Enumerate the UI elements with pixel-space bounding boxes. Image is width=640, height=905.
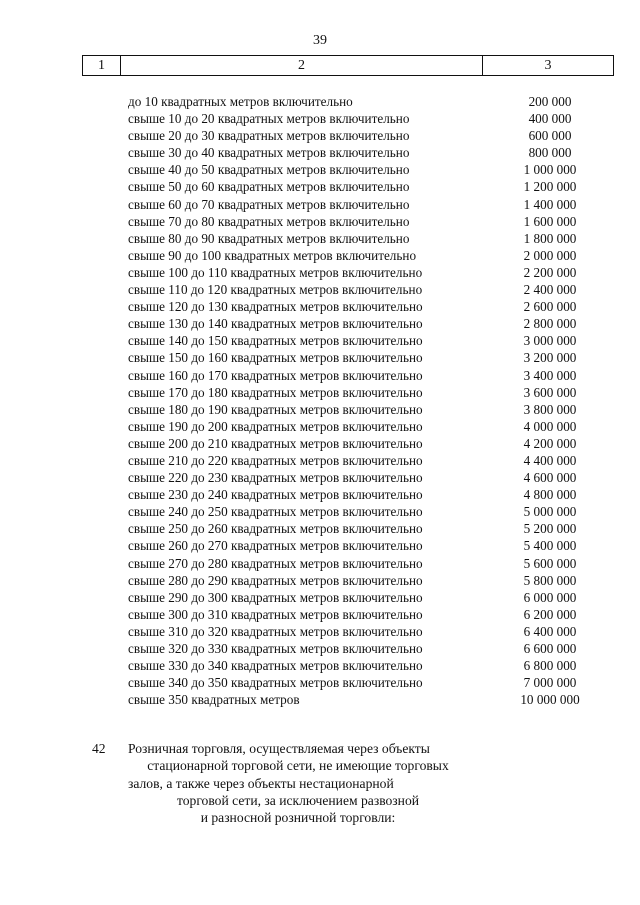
table-row	[0, 691, 640, 708]
table-row	[0, 384, 640, 401]
row-amount: 5 000 000	[523, 504, 577, 520]
item-text-line: торговой сети, за исключением развозной	[176, 792, 420, 808]
table-row	[0, 93, 640, 110]
item-number: 42	[92, 741, 106, 756]
row-amount: 6 400 000	[523, 623, 577, 639]
row-description: свыше 280 до 290 квадратных метров включительно	[128, 572, 423, 588]
row-description: свыше 100 до 110 квадратных метров включительно	[128, 264, 423, 280]
row-description: свыше 190 до 200 квадратных метров включительно	[128, 418, 423, 434]
table-row	[0, 520, 640, 537]
table-row	[0, 657, 640, 674]
row-description: свыше 270 до 280 квадратных метров включительно	[128, 555, 423, 571]
table-header-col-2: 2	[120, 56, 482, 75]
table-row	[0, 452, 640, 469]
table-row	[0, 435, 640, 452]
row-amount: 4 800 000	[523, 487, 577, 503]
row-amount: 2 000 000	[523, 247, 577, 263]
row-amount: 4 000 000	[523, 418, 577, 434]
table-row	[0, 110, 640, 127]
row-description: свыше 50 до 60 квадратных метров включительно	[128, 179, 410, 195]
table-row	[0, 247, 640, 264]
table-row	[0, 401, 640, 418]
row-amount: 3 400 000	[523, 367, 577, 383]
row-description: свыше 130 до 140 квадратных метров включительно	[128, 316, 423, 332]
row-amount: 4 200 000	[523, 435, 577, 451]
rate-table	[0, 93, 640, 708]
table-row	[0, 196, 640, 213]
table-row	[0, 315, 640, 332]
row-amount: 3 600 000	[523, 384, 577, 400]
row-amount: 3 800 000	[523, 401, 577, 417]
row-description: свыше 230 до 240 квадратных метров включительно	[128, 487, 423, 503]
table-header-row	[82, 55, 614, 76]
row-amount: 6 200 000	[523, 606, 577, 622]
row-amount: 4 600 000	[523, 470, 577, 486]
row-amount: 4 400 000	[523, 452, 577, 468]
row-amount: 2 400 000	[523, 282, 577, 298]
table-row	[0, 537, 640, 554]
row-description: свыше 60 до 70 квадратных метров включительно	[128, 196, 410, 212]
row-amount: 1 400 000	[523, 196, 577, 212]
table-row	[0, 230, 640, 247]
row-amount: 1 600 000	[523, 213, 577, 229]
row-description: свыше 340 до 350 квадратных метров включительно	[128, 675, 423, 691]
row-amount: 10 000 000	[520, 692, 580, 708]
row-amount: 3 000 000	[523, 333, 577, 349]
row-description: свыше 150 до 160 квадратных метров включительно	[128, 350, 423, 366]
table-row	[0, 674, 640, 691]
row-amount: 7 000 000	[523, 675, 577, 691]
table-row	[0, 589, 640, 606]
item-text-line: стационарной торговой сети, не имеющие торговых	[147, 758, 449, 774]
table-row	[0, 486, 640, 503]
table-row	[0, 161, 640, 178]
table-row	[0, 281, 640, 298]
row-amount: 6 800 000	[523, 658, 577, 674]
row-amount: 800 000	[528, 145, 572, 161]
table-row	[0, 144, 640, 161]
table-row	[0, 469, 640, 486]
row-description: свыше 70 до 80 квадратных метров включительно	[128, 213, 410, 229]
row-description: свыше 40 до 50 квадратных метров включительно	[128, 162, 410, 178]
row-amount: 1 000 000	[523, 162, 577, 178]
row-amount: 400 000	[528, 111, 572, 127]
row-description: свыше 250 до 260 квадратных метров включительно	[128, 521, 423, 537]
row-amount: 600 000	[528, 128, 572, 144]
row-amount: 5 200 000	[523, 521, 577, 537]
row-description: свыше 240 до 250 квадратных метров включительно	[128, 504, 423, 520]
item-text-line: Розничная торговля, осуществляемая через объекты	[128, 741, 430, 756]
row-description: свыше 300 до 310 квадратных метров включительно	[128, 606, 423, 622]
row-description: свыше 30 до 40 квадратных метров включительно	[128, 145, 410, 161]
table-row	[0, 332, 640, 349]
row-amount: 2 200 000	[523, 264, 577, 280]
row-description: свыше 200 до 210 квадратных метров включительно	[128, 435, 423, 451]
item-text-line: и разносной розничной торговли:	[200, 810, 396, 826]
row-amount: 5 800 000	[523, 572, 577, 588]
row-description: свыше 160 до 170 квадратных метров включительно	[128, 367, 423, 383]
row-description: свыше 210 до 220 квадратных метров включительно	[128, 452, 423, 468]
row-amount: 2 800 000	[523, 316, 577, 332]
table-row	[0, 555, 640, 572]
row-amount: 200 000	[528, 94, 572, 109]
row-amount: 2 600 000	[523, 299, 577, 315]
row-amount: 5 400 000	[523, 538, 577, 554]
table-row	[0, 503, 640, 520]
row-description: свыше 310 до 320 квадратных метров включительно	[128, 623, 423, 639]
page-number: 39	[313, 33, 327, 48]
row-description: свыше 330 до 340 квадратных метров включительно	[128, 658, 423, 674]
table-row	[0, 178, 640, 195]
row-amount: 1 200 000	[523, 179, 577, 195]
row-description: свыше 20 до 30 квадратных метров включительно	[128, 128, 410, 144]
item-text	[128, 740, 488, 826]
table-row	[0, 367, 640, 384]
row-amount: 5 600 000	[523, 555, 577, 571]
row-amount: 6 000 000	[523, 589, 577, 605]
row-description: свыше 110 до 120 квадратных метров включительно	[128, 282, 423, 298]
row-description: свыше 80 до 90 квадратных метров включительно	[128, 230, 410, 246]
row-description: свыше 170 до 180 квадратных метров включительно	[128, 384, 423, 400]
row-description: свыше 180 до 190 квадратных метров включительно	[128, 401, 423, 417]
table-row	[0, 606, 640, 623]
table-row	[0, 127, 640, 144]
table-header-col-3: 3	[482, 56, 614, 75]
row-description: свыше 320 до 330 квадратных метров включительно	[128, 641, 423, 656]
row-description: свыше 220 до 230 квадратных метров включительно	[128, 470, 423, 486]
row-description: свыше 290 до 300 квадратных метров включительно	[128, 589, 423, 605]
table-row	[0, 640, 640, 657]
table-row	[0, 418, 640, 435]
item-text-line: залов, а также через объекты нестационарной	[128, 775, 394, 791]
table-row	[0, 349, 640, 366]
row-amount: 3 200 000	[523, 350, 577, 366]
row-description: свыше 260 до 270 квадратных метров включительно	[128, 538, 423, 554]
row-amount: 6 600 000	[523, 641, 577, 656]
row-description: свыше 10 до 20 квадратных метров включительно	[128, 111, 410, 127]
table-row	[0, 213, 640, 230]
table-row	[0, 264, 640, 281]
row-description: свыше 120 до 130 квадратных метров включительно	[128, 299, 423, 315]
table-header-col-1: 1	[82, 56, 120, 75]
table-row	[0, 623, 640, 640]
row-description: свыше 140 до 150 квадратных метров включительно	[128, 333, 423, 349]
table-row	[0, 298, 640, 315]
table-row	[0, 572, 640, 589]
row-description: свыше 90 до 100 квадратных метров включительно	[128, 247, 417, 263]
row-description: свыше 350 квадратных метров	[128, 692, 300, 708]
row-description: до 10 квадратных метров включительно	[128, 94, 353, 109]
row-amount: 1 800 000	[523, 230, 577, 246]
